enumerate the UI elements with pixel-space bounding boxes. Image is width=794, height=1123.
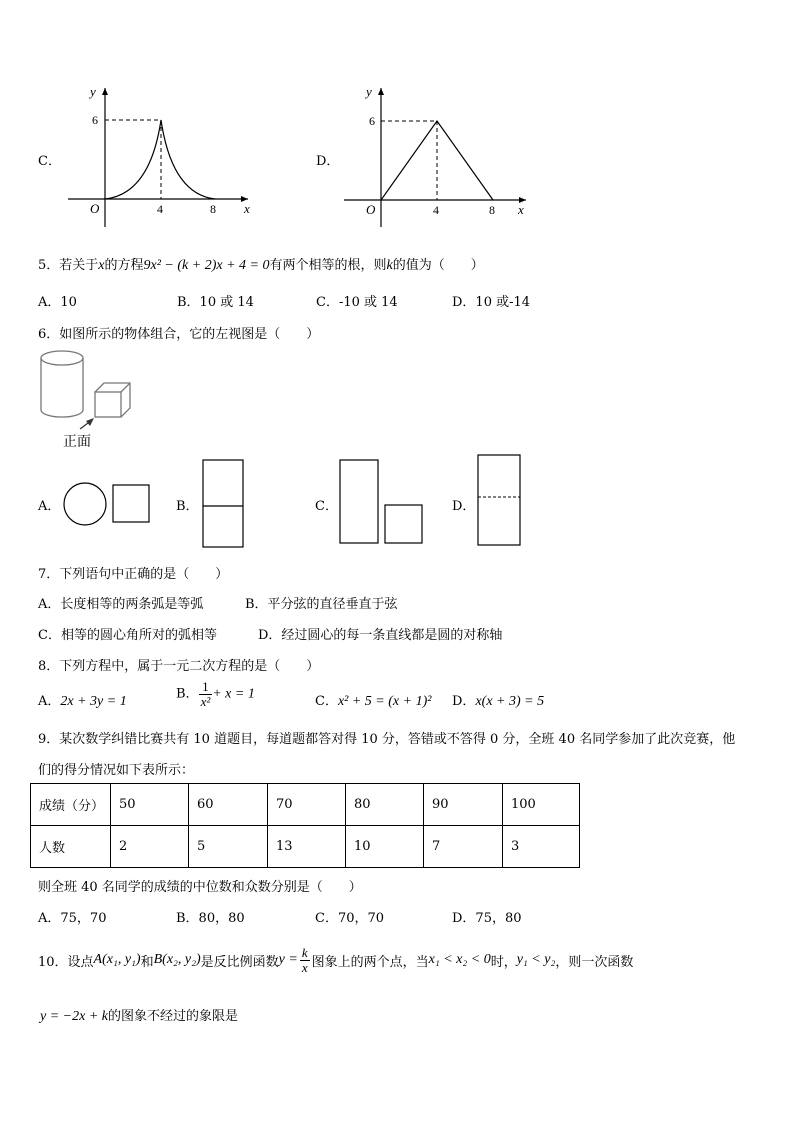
q6-option-c: C． [315, 499, 338, 514]
question-10-line2: y = −2x + k的图象不经过的象限是 [40, 1009, 238, 1024]
table-header-cell: 成绩（分） [31, 784, 111, 826]
q9-option-c: C．70，70 [315, 911, 385, 926]
question-9-question: 则全班 40 名同学的成绩的中位数和众数分别是（ ） [38, 880, 362, 895]
graph-c-y-label: y [90, 84, 96, 99]
q8-option-d: D．x(x + 3) = 5 [452, 694, 545, 709]
table-header-cell: 100 [503, 784, 580, 826]
table-header-cell: 70 [268, 784, 346, 826]
question-10-line1: 10．设点 A(x₁, y₁) 和 B(x₂, y₂) 是反比例函数 y = $\frac{k}{x}$ 图象上的两个点，当 x₁ < x₂ < 0 时， y₁ < y₂ ，则一次函数 [38, 945, 634, 975]
graph-d [338, 82, 538, 232]
question-9-line1: 9．某次数学纠错比赛共有 10 道题目，每道题都答对得 10 分，答错或不答得 0 分，全班 40 名同学参加了此次竞赛，他 [38, 732, 736, 747]
question-9-line2: 们的得分情况如下表所示： [38, 763, 195, 778]
table-header-cell: 80 [346, 784, 424, 826]
graph-d-origin: O [366, 202, 376, 217]
graph-d-x-label: x [518, 202, 524, 217]
q9-option-b: B．80，80 [176, 911, 245, 926]
q6-option-a-figure [62, 482, 152, 526]
table-header-cell: 90 [424, 784, 503, 826]
table-row [31, 784, 580, 826]
table-row [31, 826, 580, 868]
q7-option-d: D．经过圆心的每一条直线都是圆的对称轴 [258, 628, 503, 643]
q6-option-b-figure [202, 459, 246, 549]
q5-option-b: B．10 或 14 [177, 295, 254, 310]
q6-option-d: D． [452, 499, 476, 514]
question-7-stem: 7．下列语句中正确的是（ ） [38, 567, 229, 582]
table-cell: 3 [503, 826, 580, 868]
question-5-stem: 5．若关于x的方程9x² − (k + 2)x + 4 = 0有两个相等的根，则k的值为（ ） [38, 258, 484, 273]
table-header-cell: 50 [111, 784, 189, 826]
table-cell: 13 [268, 826, 346, 868]
q7-option-c: C．相等的圆心角所对的弧相等 [38, 628, 217, 643]
graph-c-x-label: x [244, 201, 250, 216]
q6-option-c-figure [339, 459, 425, 547]
q5-option-c: C．-10 或 14 [316, 295, 398, 310]
q8-option-c: C．x² + 5 = (x + 1)² [315, 694, 432, 709]
graph-c-x-tick-4: 4 [157, 202, 163, 216]
q7-option-b: B．平分弦的直径垂直于弦 [245, 597, 398, 612]
graph-d-y-tick: 6 [369, 114, 375, 128]
graph-d-x-tick-8: 8 [489, 203, 495, 217]
q6-option-b: B． [176, 499, 199, 514]
q9-option-d: D．75，80 [452, 911, 522, 926]
question-8-stem: 8．下列方程中，属于一元二次方程的是（ ） [38, 659, 320, 674]
graph-d-x-tick-4: 4 [433, 203, 439, 217]
table-cell: 5 [189, 826, 268, 868]
graph-c-origin: O [90, 201, 100, 216]
score-table [30, 783, 580, 868]
table-cell: 7 [424, 826, 503, 868]
q7-option-a: A．长度相等的两条弧是等弧 [38, 597, 204, 612]
q8-option-a: A．2x + 3y = 1 [38, 694, 127, 709]
q8-option-b: B． $\frac{1}{\text{x²}}$ + x = 1 [176, 679, 255, 709]
q6-option-d-figure [477, 454, 523, 548]
q9-option-a: A．75，70 [38, 911, 107, 926]
graph-c-x-tick-8: 8 [210, 202, 216, 216]
graph-c-y-tick: 6 [92, 113, 98, 127]
question-6-stem: 6．如图所示的物体组合，它的左视图是（ ） [38, 327, 320, 342]
table-cell: 人数 [31, 826, 111, 868]
graph-c-label: C． [38, 154, 61, 169]
q5-option-d: D．10 或-14 [452, 295, 531, 310]
table-header-cell: 60 [189, 784, 268, 826]
q5-option-a: A．10 [38, 295, 77, 310]
q6-option-a: A． [38, 499, 61, 514]
graph-d-label: D． [316, 154, 340, 169]
question-5-equation: 9x² − (k + 2)x + 4 = 0 [143, 258, 270, 273]
table-cell: 2 [111, 826, 189, 868]
graph-d-y-label: y [366, 84, 372, 99]
table-cell: 10 [346, 826, 424, 868]
q6-front-label: 正面 [63, 434, 91, 450]
graph-c [60, 82, 260, 232]
